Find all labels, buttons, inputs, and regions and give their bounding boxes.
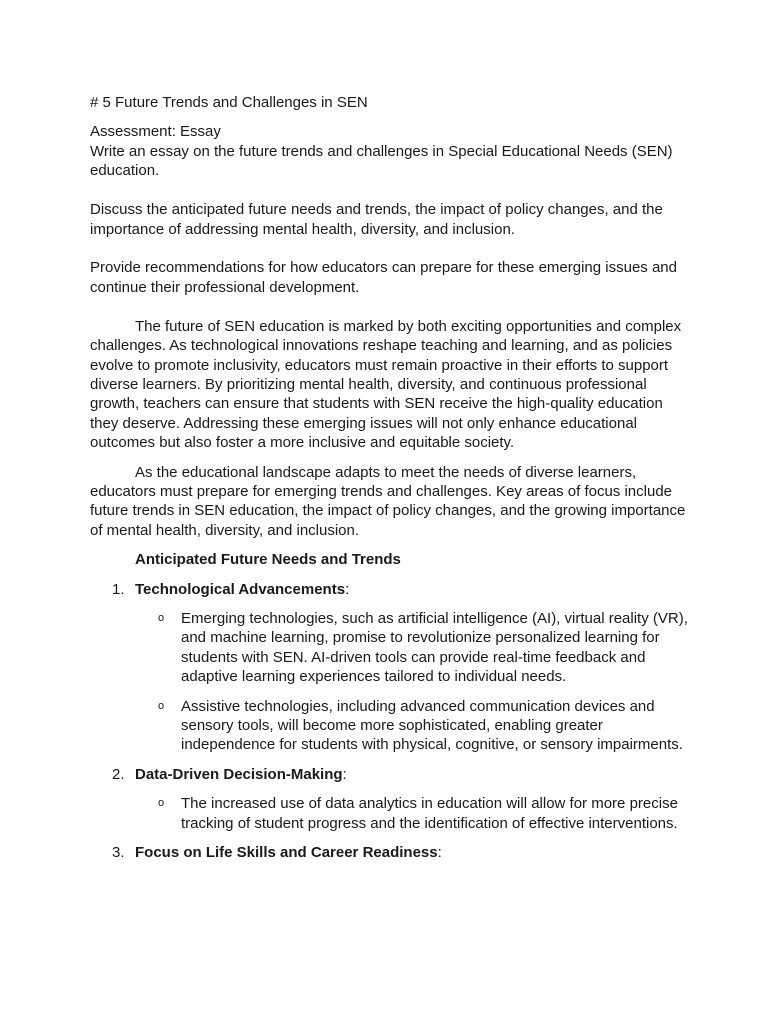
bullet-text: Emerging technologies, such as artificial intelligence (AI), virtual reality (VR), and machine learning, promise to revolutionize personalized learning for students with SEN. AI-driven tools can provide real-time feedback and adaptive learning experiences tailored to individual needs. — [181, 610, 688, 686]
essay-recommendation-prompt: Provide recommendations for how educators can prepare for these emerging issues and continue their professional development. — [90, 259, 677, 296]
bullet-marker-icon: o — [158, 612, 165, 625]
section-heading: # 5 Future Trends and Challenges in SEN — [90, 94, 368, 111]
item-number: 1. — [112, 580, 125, 598]
item-term: Focus on Life Skills and Career Readiness — [135, 844, 438, 862]
essay-discussion-prompt: Discuss the anticipated future needs and trends, the impact of policy changes, and the importance of addressing mental health, diversity, and inclusion. — [90, 201, 663, 238]
bullet-marker-icon: o — [158, 699, 165, 712]
bullet-text: Assistive technologies, including advanced communication devices and sensory tools, will become more sophisticated, enabling greater independence for students with physical, cognitive, or sensory impairments. — [181, 697, 683, 754]
context-paragraph: As the educational landscape adapts to meet the needs of diverse learners, educators must prepare for emerging trends and challenges. Key areas of focus include future trends in SEN education, the impact of policy changes, and the growing importance of mental health, diversity, and inclusion. — [90, 463, 686, 539]
item-number: 3. — [112, 844, 125, 862]
document-body — [90, 93, 690, 873]
bullet-text: The increased use of data analytics in education will allow for more precise tracking of student progress and the identification of effective interventions. — [181, 795, 678, 832]
list-item — [90, 794, 690, 833]
numbered-item-technology: 1. Technological Advancements: — [112, 580, 350, 598]
list-item — [90, 609, 690, 687]
bullet-list-technology — [90, 609, 690, 755]
item-term: Data-Driven Decision-Making — [135, 765, 343, 783]
numbered-item-data-driven: 2. Data-Driven Decision-Making: — [112, 765, 347, 783]
bullet-list-data-driven — [90, 794, 690, 833]
list-item — [90, 697, 690, 755]
item-term: Technological Advancements — [135, 580, 346, 598]
item-number: 2. — [112, 765, 125, 783]
essay-prompt: Write an essay on the future trends and challenges in Special Educational Needs (SEN) education. — [90, 142, 673, 180]
bullet-marker-icon: o — [158, 797, 165, 810]
numbered-item-life-skills: 3. Focus on Life Skills and Career Readiness: — [112, 844, 442, 862]
assessment-label: Assessment: Essay — [90, 123, 221, 141]
subsection-heading: Anticipated Future Needs and Trends — [135, 551, 401, 569]
intro-paragraph: The future of SEN education is marked by both exciting opportunities and complex challenges. As technological innovations reshape teaching and learning, and as policies evolve to promote inclusivity, educators must remain proactive in their efforts to support diverse learners. By prioritizing mental health, diversity, and continuous professional growth, teachers can ensure that students with SEN receive the high-quality education they deserve. Addressing these emerging issues will not only enhance educational outcomes but also foster a more inclusive and equitable society. — [90, 317, 682, 452]
